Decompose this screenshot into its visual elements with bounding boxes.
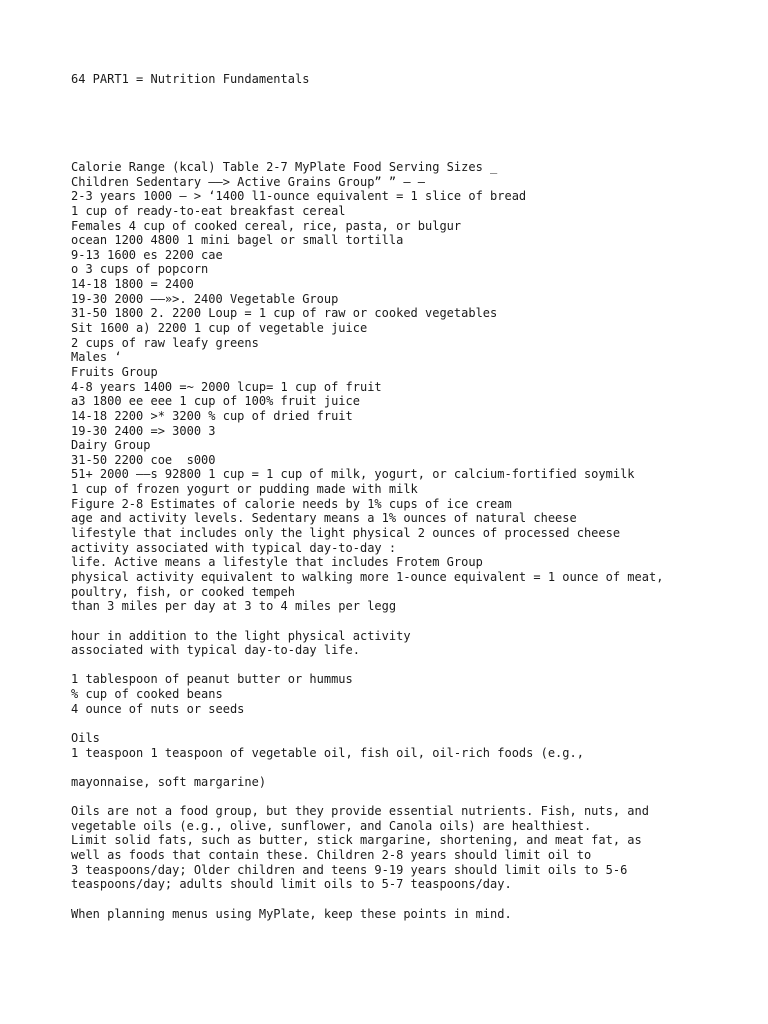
text-line	[71, 614, 761, 629]
text-line	[71, 790, 761, 805]
text-line: 31-50 1800 2. 2200 Loup = 1 cup of raw or cooked vegetables	[71, 306, 498, 321]
text-line: 31-50 2200 coe s000	[71, 452, 216, 467]
text-line: 19-30 2400 => 3000 3	[71, 423, 216, 438]
text-line: hour in addition to the light physical activity	[71, 628, 411, 643]
body-text	[71, 160, 761, 921]
text-line: 14-18 2200 >* 3200 % cup of dried fruit	[71, 408, 353, 423]
text-line: Oils	[71, 730, 100, 745]
text-line: well as foods that contain these. Children 2-8 years should limit oil to	[71, 848, 592, 863]
text-line: 19-30 2000 ——»>. 2400 Vegetable Group	[71, 291, 339, 306]
text-line: Fruits Group	[71, 364, 158, 379]
text-line: Dairy Group	[71, 438, 151, 453]
text-line	[71, 760, 761, 775]
text-line: vegetable oils (e.g., olive, sunflower, and Canola oils) are healthiest.	[71, 818, 592, 833]
text-line: Limit solid fats, such as butter, stick margarine, shortening, and meat fat, as	[71, 833, 642, 848]
text-line: teaspoons/day; adults should limit oils to 5-7 teaspoons/day.	[71, 877, 512, 892]
text-line: ocean 1200 4800 1 mini bagel or small tortilla	[71, 233, 404, 248]
text-line: a3 1800 ee eee 1 cup of 100% fruit juice	[71, 394, 360, 409]
text-line: Figure 2-8 Estimates of calorie needs by 1% cups of ice cream	[71, 496, 512, 511]
text-line: 51+ 2000 ——s 92800 1 cup = 1 cup of milk, yogurt, or calcium-fortified soymilk	[71, 467, 635, 482]
text-line: than 3 miles per day at 3 to 4 miles per legg	[71, 599, 397, 614]
text-line: Oils are not a food group, but they provide essential nutrients. Fish, nuts, and	[71, 804, 649, 819]
text-line: 1 teaspoon 1 teaspoon of vegetable oil, fish oil, oil-rich foods (e.g.,	[71, 745, 584, 760]
text-line: Children Sedentary ——> Active Grains Group” ” — —	[71, 174, 426, 189]
text-line: 4-8 years 1400 =~ 2000 lcup= 1 cup of fruit	[71, 379, 382, 394]
text-line: 2 cups of raw leafy greens	[71, 335, 259, 350]
text-line: activity associated with typical day-to-day :	[71, 540, 397, 555]
text-line: 14-18 1800 = 2400	[71, 277, 194, 292]
text-line: 2-3 years 1000 — > ‘1400 l1-ounce equivalent = 1 slice of bread	[71, 189, 527, 204]
text-line: 1 cup of ready-to-eat breakfast cereal	[71, 203, 346, 218]
text-line: 9-13 1600 es 2200 cae	[71, 247, 223, 262]
text-line: Sit 1600 a) 2200 1 cup of vegetable juice	[71, 321, 368, 336]
running-header: 64 PART1 = Nutrition Fundamentals	[71, 72, 310, 86]
text-line	[71, 716, 761, 731]
text-line: mayonnaise, soft margarine)	[71, 774, 267, 789]
text-line: poultry, fish, or cooked tempeh	[71, 584, 295, 599]
text-line: 1 cup of frozen yogurt or pudding made with milk	[71, 482, 418, 497]
text-line	[71, 892, 761, 907]
text-line: life. Active means a lifestyle that includes Frotem Group	[71, 555, 483, 570]
text-line: age and activity levels. Sedentary means a 1% ounces of natural cheese	[71, 511, 577, 526]
text-line: physical activity equivalent to walking more 1-ounce equivalent = 1 ounce of meat,	[71, 569, 664, 584]
text-line: 3 teaspoons/day; Older children and teens 9-19 years should limit oils to 5-6	[71, 862, 628, 877]
text-line: Males ‘	[71, 350, 122, 365]
text-line: 1 tablespoon of peanut butter or hummus	[71, 672, 353, 687]
text-line	[71, 658, 761, 673]
text-line: o 3 cups of popcorn	[71, 262, 209, 277]
text-line: Calorie Range (kcal) Table 2-7 MyPlate Food Serving Sizes _	[71, 160, 498, 174]
text-line: % cup of cooked beans	[71, 687, 223, 702]
text-line: lifestyle that includes only the light physical 2 ounces of processed cheese	[71, 526, 621, 541]
text-line: When planning menus using MyPlate, keep these points in mind.	[71, 906, 512, 921]
text-line: associated with typical day-to-day life.	[71, 643, 360, 658]
text-line: Females 4 cup of cooked cereal, rice, pasta, or bulgur	[71, 218, 462, 233]
text-line: 4 ounce of nuts or seeds	[71, 701, 245, 716]
